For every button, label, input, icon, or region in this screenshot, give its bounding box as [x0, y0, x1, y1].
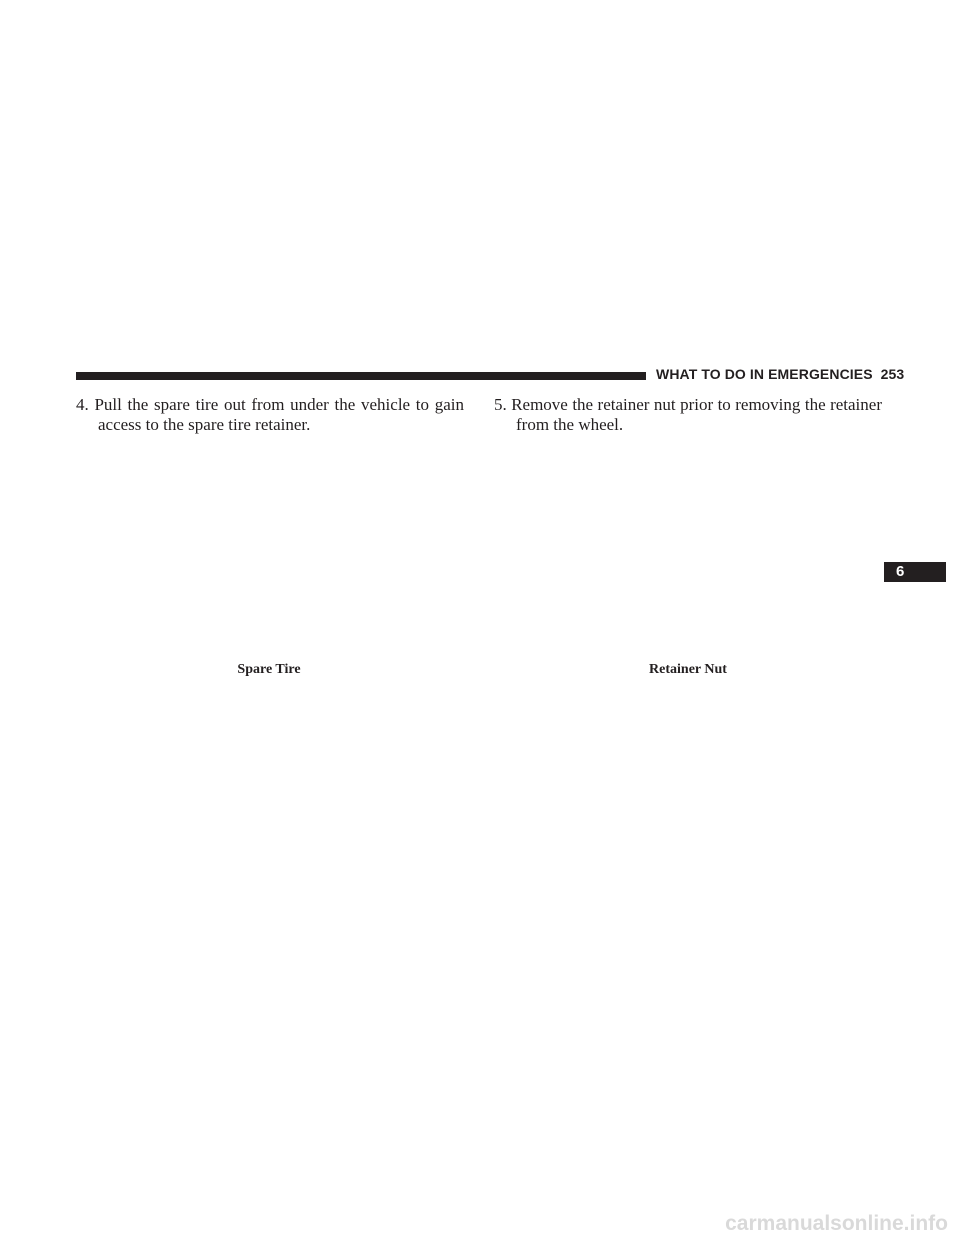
step-5-continuation: from the wheel.: [516, 415, 624, 434]
step-4: [76, 395, 464, 435]
running-header: [656, 366, 904, 382]
watermark: carmanualsonline.info: [725, 1212, 948, 1235]
section-title: WHAT TO DO IN EMERGENCIES: [656, 366, 873, 382]
step-5-first-line: 5. Remove the retainer nut prior to removing the retainer: [494, 395, 882, 414]
caption-retainer-nut: Retainer Nut: [649, 662, 727, 677]
step-5: [494, 395, 882, 435]
page-number: 253: [880, 366, 905, 382]
step-4-first-line: 4. Pull the spare tire out from under the vehicle to gain: [76, 395, 464, 414]
header-rule: [76, 372, 646, 380]
caption-spare-tire: Spare Tire: [237, 662, 301, 677]
chapter-tab-label: 6: [896, 563, 905, 580]
chapter-tab: [884, 562, 946, 582]
step-4-continuation: access to the spare tire retainer.: [98, 415, 311, 434]
